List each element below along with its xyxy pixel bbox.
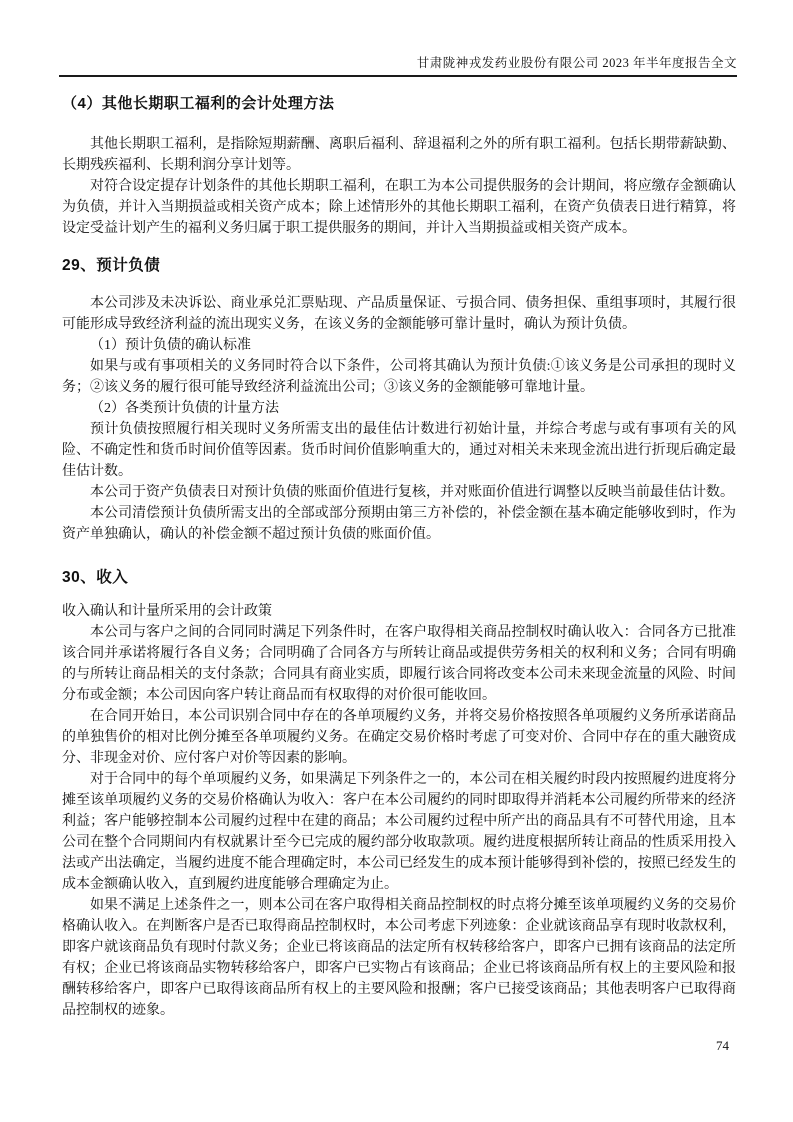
report-header-title: 甘肃陇神戎发药业股份有限公司 2023 年半年度报告全文 (416, 56, 737, 70)
paragraph: （2）各类预计负债的计量方法 (90, 401, 279, 416)
paragraph: （1）预计负债的确认标准 (90, 338, 251, 353)
section-30-intro: 收入确认和计量所采用的会计政策 (62, 604, 272, 619)
page-content (62, 77, 736, 1021)
paragraph: 本公司于资产负债表日对预计负债的账面价值进行复核，并对账面价值进行调整以反映当前最佳估计数。 (90, 485, 734, 500)
page-number: 74 (716, 1038, 729, 1053)
section-30-heading: 30、收入 (62, 569, 129, 586)
paragraph: 如果与或有事项相关的义务同时符合以下条件，公司将其确认为预计负债:①该义务是公司承担的现时义务；②该义务的履行很可能导致经济利益流出公司；③该义务的金额能够可靠地计量。 (62, 359, 736, 395)
paragraph: 在合同开始日，本公司识别合同中存在的各单项履约义务，并将交易价格按照各单项履约义务所承诺商品的单独售价的相对比例分摊至各单项履约义务。在确定交易价格时考虑了可变对价、合同中存在的重大融资成分、非现金对价、应付客户对价等因素的影响。 (62, 709, 736, 766)
paragraph: 对符合设定提存计划条件的其他长期职工福利，在职工为本公司提供服务的会计期间，将应缴存金额确认为负债，并计入当期损益或相关资产成本；除上述情形外的其他长期职工福利，在资产负债表日进行精算，将设定受益计划产生的福利义务归属于职工提供服务的期间，并计入当期损益或相关资产成本。 (62, 179, 736, 236)
section-29-heading: 29、预计负债 (62, 257, 161, 274)
paragraph: 预计负债按照履行相关现时义务所需支出的最佳估计数进行初始计量，并综合考虑与或有事项有关的风险、不确定性和货币时间价值等因素。货币时间价值影响重大的，通过对相关未来现金流出进行折现后确定最佳估计数。 (62, 422, 736, 479)
paragraph: 本公司涉及未决诉讼、商业承兑汇票贴现、产品质量保证、亏损合同、债务担保、重组事项时，其履行很可能形成导致经济利益的流出现实义务，在该义务的金额能够可靠计量时，确认为预计负债。 (62, 296, 736, 332)
paragraph: 本公司清偿预计负债所需支出的全部或部分预期由第三方补偿的，补偿金额在基本确定能够收到时，作为资产单独确认，确认的补偿金额不超过预计负债的账面价值。 (62, 506, 736, 542)
page-header (59, 56, 737, 77)
paragraph: 本公司与客户之间的合同同时满足下列条件时，在客户取得相关商品控制权时确认收入：合同各方已批准该合同并承诺将履行各自义务；合同明确了合同各方与所转让商品或提供劳务相关的权利和义务；合同有明确的与所转让商品相关的支付条款；合同具有商业实质，即履行该合同将改变本公司未来现金流量的风险、时间分布或金额；本公司因向客户转让商品而有权取得的对价很可能收回。 (62, 625, 736, 703)
section-4-heading: （4）其他长期职工福利的会计处理方法 (62, 95, 335, 112)
paragraph: 对于合同中的每个单项履约义务，如果满足下列条件之一的，本公司在相关履约时段内按照履约进度将分摊至该单项履约义务的交易价格确认为收入：客户在本公司履约的同时即取得并消耗本公司履约所带来的经济利益；客户能够控制本公司履约过程中在建的商品；本公司履约过程中所产出的商品具有不可替代用途，且本公司在整个合同期间内有权就累计至今已完成的履约部分收取款项。履约进度根据所转让商品的性质采用投入法或产出法确定，当履约进度不能合理确定时，本公司已经发生的成本预计能够得到补偿的，按照已经发生的成本金额确认收入，直到履约进度能够合理确定为止。 (62, 772, 736, 892)
paragraph: 其他长期职工福利，是指除短期薪酬、离职后福利、辞退福利之外的所有职工福利。包括长期带薪缺勤、长期残疾福利、长期利润分享计划等。 (62, 137, 736, 173)
paragraph: 如果不满足上述条件之一，则本公司在客户取得相关商品控制权的时点将分摊至该单项履约义务的交易价格确认收入。在判断客户是否已取得商品控制权时，本公司考虑下列迹象：企业就该商品享有现时收款权利，即客户就该商品负有现时付款义务；企业已将该商品的法定所有权转移给客户，即客户已拥有该商品的法定所有权；企业已将该商品实物转移给客户，即客户已实物占有该商品；企业已将该商品所有权上的主要风险和报酬转移给客户，即客户已取得该商品所有权上的主要风险和报酬；客户已接受该商品；其他表明客户已取得商品控制权的迹象。 (62, 898, 736, 1018)
